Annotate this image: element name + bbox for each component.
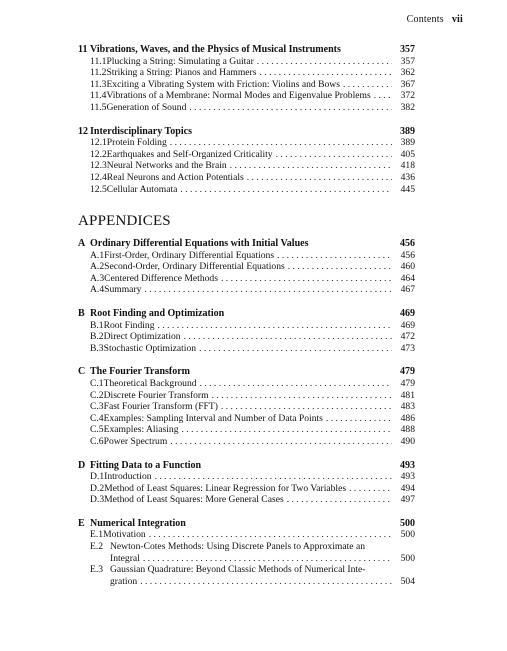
section-page-number: 479 — [400, 377, 415, 389]
section-number: A.3 — [90, 272, 105, 284]
chapter-number: E — [78, 517, 85, 529]
section-page-number: 483 — [400, 401, 415, 413]
section-page-number: 372 — [400, 90, 415, 102]
section-page-number: 500 — [400, 552, 415, 564]
section-title: Cellular Automata — [106, 183, 178, 195]
section-page-number: 467 — [400, 284, 415, 296]
section-title: Discrete Fourier Transform — [103, 389, 209, 401]
toc-section-entry[interactable] — [78, 250, 415, 262]
section-title: Stochastic Optimization — [103, 342, 197, 354]
section-number: 12.2 — [90, 148, 107, 160]
section-title: Real Neurons and Action Potentials — [106, 171, 244, 183]
leader-dots — [140, 576, 392, 588]
toc-section-entry[interactable] — [78, 102, 415, 114]
section-title-continuation: Integral — [110, 552, 140, 564]
section-number: A.4 — [90, 284, 105, 296]
toc-section-entry[interactable] — [78, 137, 415, 149]
chapter-page-number: 493 — [400, 459, 415, 471]
toc-main-chapters — [78, 44, 415, 207]
toc-chapter-entry[interactable] — [78, 44, 415, 56]
leader-dots — [276, 149, 392, 161]
leader-dots — [184, 331, 392, 343]
toc-section-entry[interactable] — [78, 424, 415, 436]
toc-section-entry[interactable] — [78, 541, 415, 553]
section-title: Gaussian Quadrature: Beyond Classic Methods of Numerical Inte- — [110, 564, 366, 576]
section-title: Examples: Aliasing — [103, 424, 179, 436]
section-number: 12.1 — [90, 137, 107, 149]
chapter-number: B — [78, 307, 85, 319]
section-number: C.2 — [90, 389, 104, 401]
toc-chapter-entry[interactable] — [78, 460, 415, 472]
section-page-number: 362 — [400, 67, 415, 79]
toc-appendix-chapters — [78, 238, 415, 599]
toc-section-entry[interactable] — [78, 67, 415, 79]
toc-chapter-entry[interactable] — [78, 238, 415, 250]
toc-section-entry[interactable] — [78, 378, 415, 390]
toc-section-entry[interactable] — [78, 564, 415, 576]
leader-dots — [221, 401, 392, 413]
section-title: Plucking a String: Simulating a Guitar — [106, 55, 254, 67]
leader-dots — [374, 90, 392, 102]
chapter-page-number: 389 — [400, 125, 415, 137]
chapter-title: Ordinary Differential Equations with Initial Values — [90, 238, 309, 249]
leader-dots — [170, 436, 392, 448]
section-page-number: 481 — [400, 389, 415, 401]
section-page-number: 504 — [400, 575, 415, 587]
section-title: Direct Optimization — [103, 331, 181, 343]
section-title: First-Order, Ordinary Differential Equations — [104, 249, 275, 261]
section-title: Power Spectrum — [103, 435, 168, 447]
toc-section-entry[interactable] — [78, 184, 415, 196]
leader-dots — [155, 471, 392, 483]
leader-dots — [247, 172, 392, 184]
section-number: A.1 — [90, 249, 105, 261]
section-page-number: 436 — [400, 171, 415, 183]
section-number: 11.2 — [90, 67, 107, 79]
leader-dots — [212, 390, 392, 402]
toc-chapter-group — [78, 308, 415, 354]
section-number: C.1 — [90, 377, 104, 389]
section-number: E.3 — [90, 564, 104, 576]
section-page-number: 473 — [400, 342, 415, 354]
section-title: Summary — [104, 284, 142, 296]
chapter-page-number: 500 — [400, 517, 415, 529]
section-title-continuation: gration — [110, 575, 138, 587]
leader-dots — [144, 284, 392, 296]
chapter-page-number: 469 — [400, 307, 415, 319]
toc-section-entry[interactable] — [78, 436, 415, 448]
chapter-number: A — [78, 238, 86, 249]
section-page-number: 497 — [400, 494, 415, 506]
chapter-page-number: 357 — [400, 44, 415, 55]
section-page-number: 445 — [400, 183, 415, 195]
running-head-title: Contents — [406, 14, 444, 25]
section-title: Newton-Cotes Methods: Using Discrete Panels to Approximate an — [110, 541, 365, 553]
toc-section-continuation[interactable] — [78, 576, 415, 588]
section-number: B.3 — [90, 342, 104, 354]
section-page-number: 500 — [400, 529, 415, 541]
toc-section-entry[interactable] — [78, 90, 415, 102]
section-title: Root Finding — [103, 319, 155, 331]
leader-dots — [200, 378, 392, 390]
section-page-number: 382 — [400, 101, 415, 113]
toc-chapter-entry[interactable] — [78, 366, 415, 378]
section-number: E.2 — [90, 541, 104, 553]
toc-section-entry[interactable] — [78, 494, 415, 506]
section-title: Earthquakes and Self-Organized Criticality — [106, 148, 273, 160]
toc-section-entry[interactable] — [78, 390, 415, 402]
section-page-number: 469 — [400, 319, 415, 331]
section-title: Generation of Sound — [106, 101, 187, 113]
toc-section-entry[interactable] — [78, 149, 415, 161]
leader-dots — [149, 529, 392, 541]
toc-section-entry[interactable] — [78, 413, 415, 425]
toc-section-entry[interactable] — [78, 343, 415, 355]
section-number: 12.3 — [90, 160, 107, 172]
toc-chapter-entry[interactable] — [78, 126, 415, 138]
section-page-number: 357 — [400, 55, 415, 67]
chapter-number: C — [78, 366, 86, 378]
section-number: 12.4 — [90, 171, 107, 183]
section-number: C.5 — [90, 424, 104, 436]
toc-section-entry[interactable] — [78, 160, 415, 172]
toc-section-entry[interactable] — [78, 401, 415, 413]
toc-section-entry[interactable] — [78, 320, 415, 332]
section-page-number: 488 — [400, 424, 415, 436]
section-title: Centered Difference Methods — [104, 272, 218, 284]
chapter-title: The Fourier Transform — [90, 366, 190, 378]
chapter-title: Fitting Data to a Function — [90, 459, 202, 471]
section-page-number: 389 — [400, 137, 415, 149]
section-number: 11.1 — [90, 55, 107, 67]
toc-section-entry[interactable] — [78, 56, 415, 68]
section-title: Exciting a Vibrating System with Friction: Violins and Bows — [106, 78, 340, 90]
leader-dots — [158, 320, 392, 332]
section-title: Second-Order, Ordinary Differential Equations — [104, 261, 285, 273]
toc-section-continuation[interactable] — [78, 553, 415, 565]
chapter-title: Interdisciplinary Topics — [90, 125, 192, 137]
toc-chapter-group — [78, 126, 415, 196]
chapter-title: Root Finding and Optimization — [90, 307, 225, 319]
section-number: 12.5 — [90, 183, 107, 195]
section-page-number: 464 — [400, 272, 415, 284]
section-title: Method of Least Squares: Linear Regression for Two Variables — [104, 482, 347, 494]
toc-chapter-group — [78, 460, 415, 506]
leader-dots — [257, 56, 392, 68]
section-page-number: 405 — [400, 148, 415, 160]
toc-chapter-group — [78, 366, 415, 447]
section-page-number: 493 — [400, 471, 415, 483]
section-number: D.1 — [90, 471, 105, 483]
section-number: B.2 — [90, 331, 104, 343]
leader-dots — [199, 343, 392, 355]
chapter-number: D — [78, 459, 86, 471]
section-title: Motivation — [103, 529, 146, 541]
section-title: Introduction — [104, 471, 152, 483]
section-page-number: 490 — [400, 435, 415, 447]
toc-section-entry[interactable] — [78, 172, 415, 184]
section-number: 11.5 — [90, 101, 107, 113]
section-title: Fast Fourier Transform (FFT) — [103, 401, 218, 413]
chapter-page-number: 456 — [400, 238, 415, 249]
leader-dots — [288, 261, 392, 273]
leader-dots — [343, 79, 392, 91]
toc-chapter-group — [78, 238, 415, 296]
section-number: 11.3 — [90, 78, 107, 90]
section-number: D.2 — [90, 482, 105, 494]
chapter-title: Numerical Integration — [90, 517, 186, 529]
toc-chapter-group — [78, 518, 415, 588]
chapter-title: Vibrations, Waves, and the Physics of Musical Instruments — [90, 44, 341, 55]
chapter-number: 11 — [78, 44, 88, 55]
leader-dots — [143, 553, 392, 565]
toc-section-entry[interactable] — [78, 261, 415, 273]
leader-dots — [349, 483, 392, 495]
leader-dots — [230, 160, 392, 172]
toc-chapter-entry[interactable] — [78, 518, 415, 530]
section-page-number: 486 — [400, 412, 415, 424]
toc-section-entry[interactable] — [78, 471, 415, 483]
section-number: D.3 — [90, 494, 105, 506]
section-number: C.4 — [90, 412, 104, 424]
toc-section-entry[interactable] — [78, 331, 415, 343]
section-page-number: 494 — [400, 482, 415, 494]
section-title: Striking a String: Pianos and Hammers — [106, 67, 257, 79]
section-title: Method of Least Squares: More General Cases — [104, 494, 284, 506]
appendices-heading: APPENDICES — [78, 213, 171, 229]
section-page-number: 456 — [400, 249, 415, 261]
section-title: Neural Networks and the Brain — [106, 160, 227, 172]
section-title: Vibrations of a Membrane: Normal Modes and Eigenvalue Problems — [106, 90, 371, 102]
leader-dots — [277, 250, 392, 262]
section-title: Examples: Sampling Interval and Number of Data Points — [103, 412, 323, 424]
chapter-page-number: 479 — [400, 366, 415, 378]
section-title: Theoretical Background — [103, 377, 197, 389]
section-number: A.2 — [90, 261, 105, 273]
leader-dots — [189, 102, 392, 114]
leader-dots — [221, 273, 392, 285]
section-number: 11.4 — [90, 90, 107, 102]
toc-chapter-group — [78, 44, 415, 114]
section-number: C.3 — [90, 401, 104, 413]
leader-dots — [180, 184, 392, 196]
leader-dots — [287, 494, 392, 506]
toc-section-entry[interactable] — [78, 273, 415, 285]
section-title: Protein Folding — [106, 137, 167, 149]
chapter-number: 12 — [78, 125, 88, 137]
toc-section-entry[interactable] — [78, 79, 415, 91]
toc-section-entry[interactable] — [78, 483, 415, 495]
leader-dots — [182, 424, 393, 436]
running-header — [407, 14, 463, 25]
toc-section-entry[interactable] — [78, 529, 415, 541]
leader-dots — [259, 67, 392, 79]
toc-section-entry[interactable] — [78, 284, 415, 296]
section-page-number: 418 — [400, 160, 415, 172]
section-page-number: 460 — [400, 261, 415, 273]
leader-dots — [326, 413, 392, 425]
leader-dots — [170, 137, 392, 149]
section-page-number: 367 — [400, 78, 415, 90]
header-page-number: vii — [451, 14, 463, 25]
section-number: C.6 — [90, 435, 104, 447]
toc-chapter-entry[interactable] — [78, 308, 415, 320]
section-number: E.1 — [90, 529, 104, 541]
section-number: B.1 — [90, 319, 104, 331]
section-page-number: 472 — [400, 331, 415, 343]
